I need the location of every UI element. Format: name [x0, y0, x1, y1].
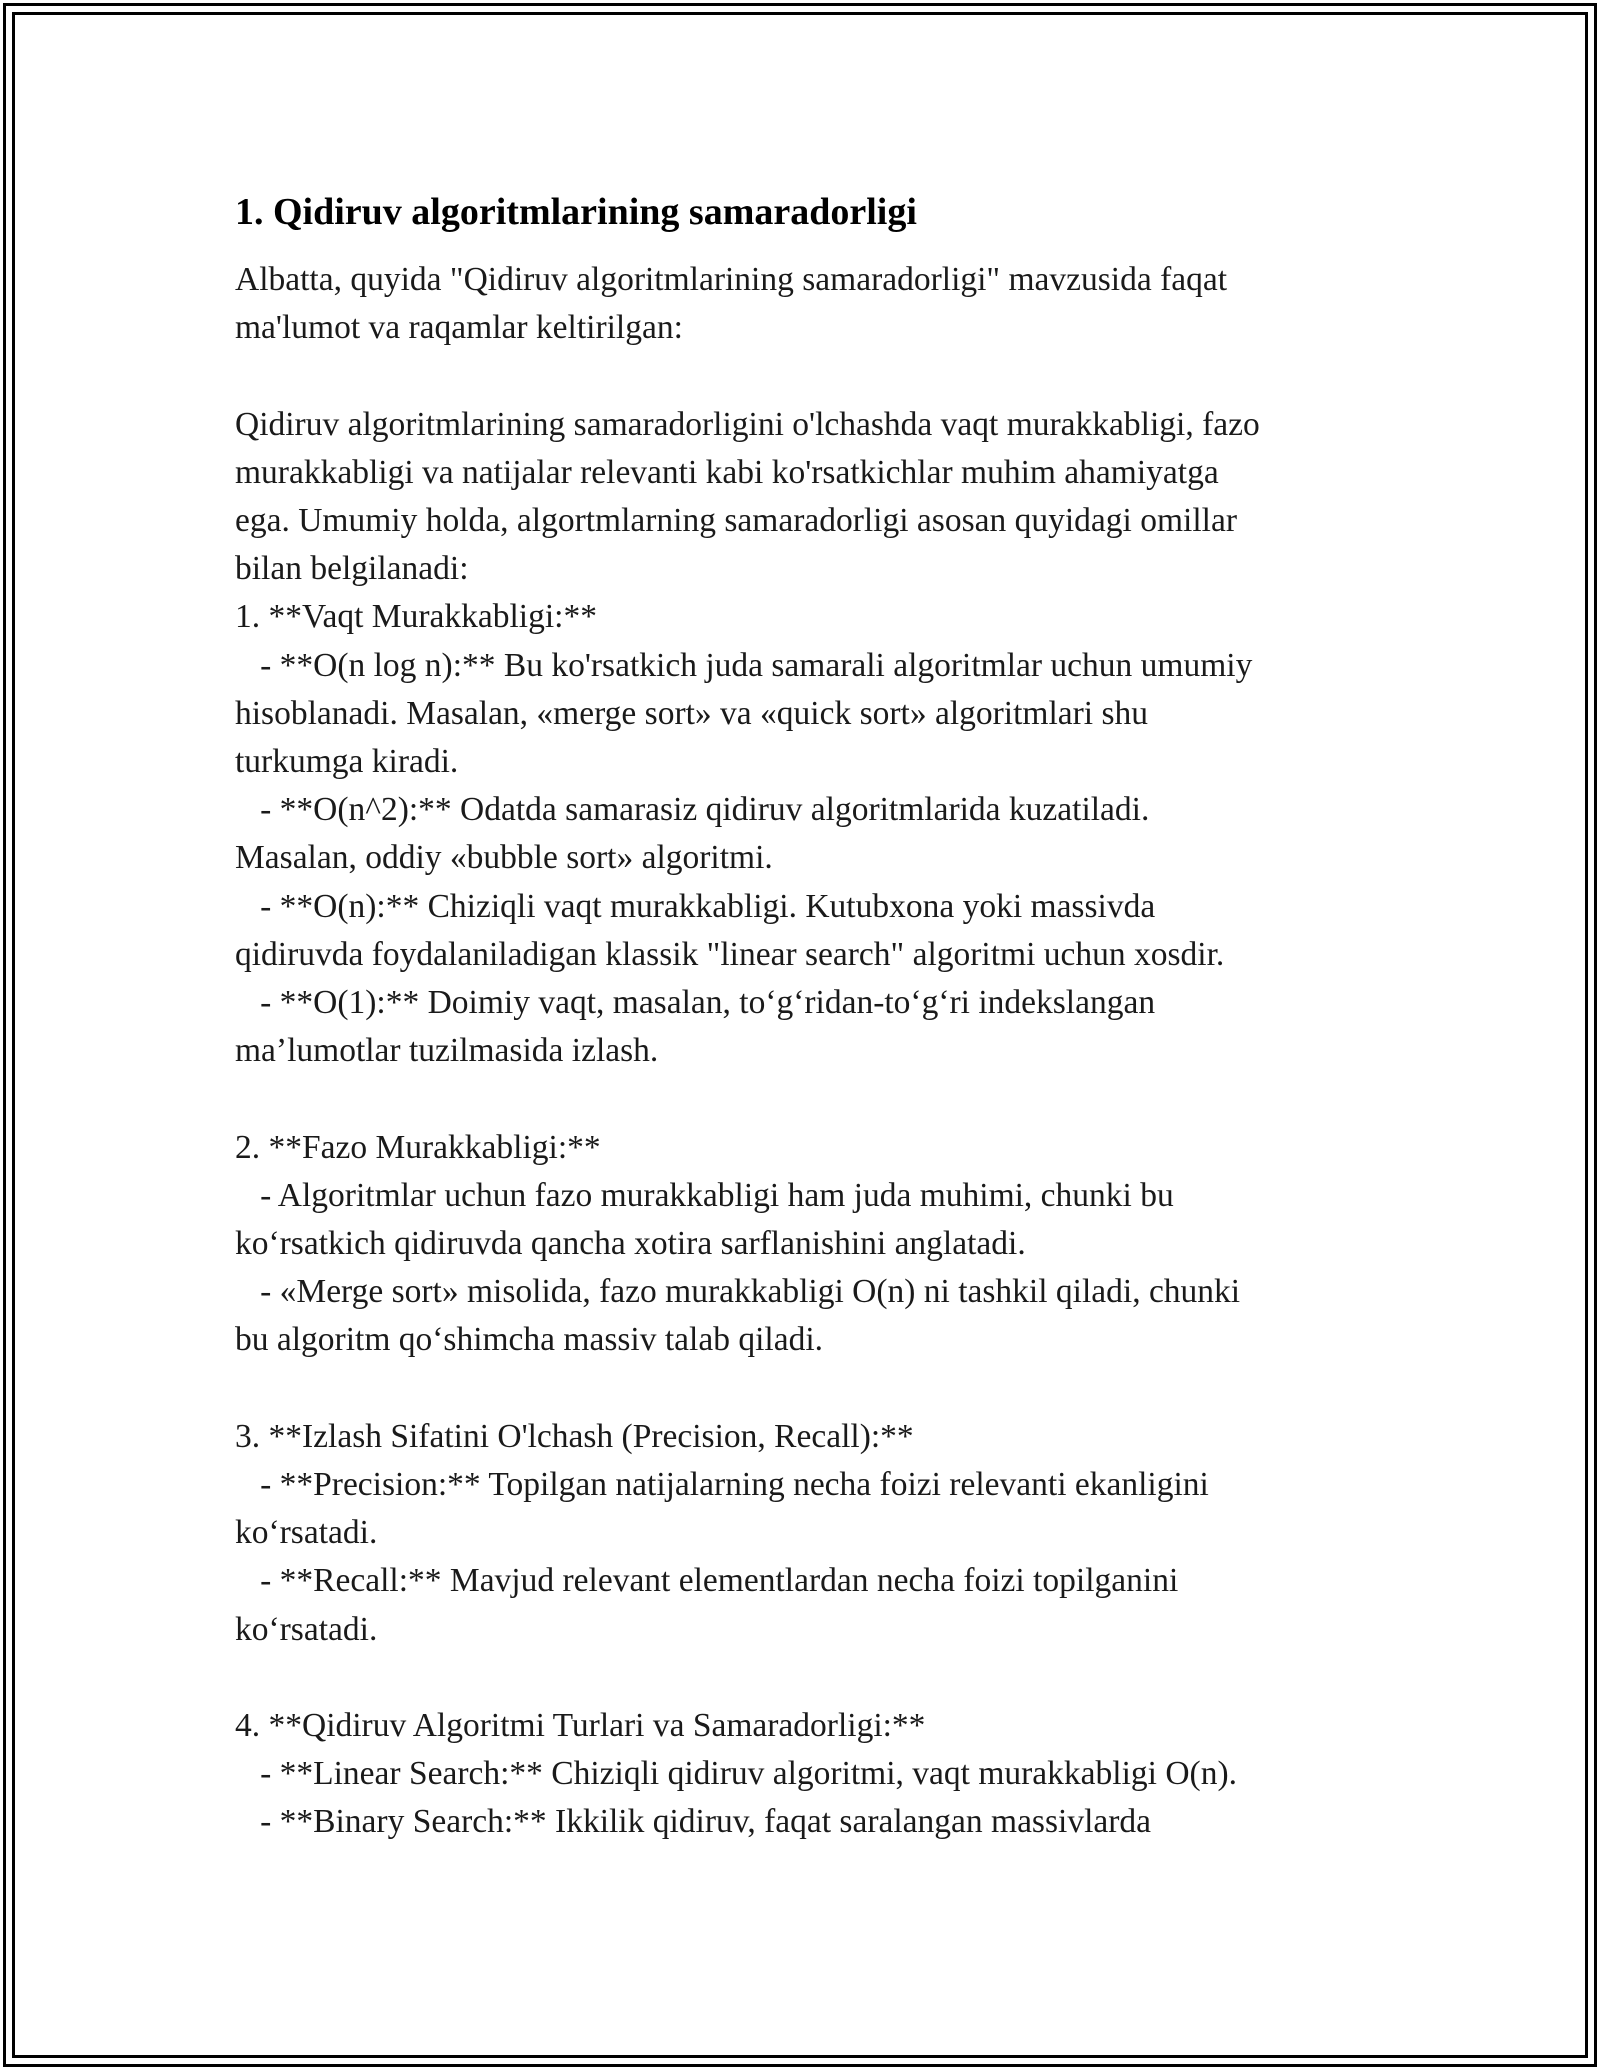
text-line: Albatta, quyida "Qidiruv algoritmlarining samaradorligi" mavzusida faqat: [235, 261, 1228, 298]
text-line: Qidiruv algoritmlarining samaradorligini o'lchashda vaqt murakkabligi, fazo: [235, 405, 1260, 443]
section-space-complexity: [235, 1124, 1375, 1365]
paragraph-gap: [235, 1075, 1375, 1123]
intro-paragraph: [235, 256, 1375, 352]
text-line: - **Linear Search:** Chiziqli qidiruv algoritmi, vaqt murakkabligi O(n).: [235, 1755, 1237, 1793]
section-algorithm-types: [235, 1702, 1375, 1847]
paragraph-gap: [235, 352, 1375, 400]
text-line: - **O(1):** Doimiy vaqt, masalan, to‘g‘ridan-to‘g‘ri indekslangan: [235, 984, 1156, 1022]
text-line: - **O(n^2):** Odatda samarasiz qidiruv algoritmlarida kuzatiladi.: [235, 791, 1150, 829]
text-line: ma’lumotlar tuzilmasida izlash.: [235, 1032, 659, 1070]
text-line: - **O(n):** Chiziqli vaqt murakkabligi. Kutubxona yoki massivda: [235, 887, 1156, 925]
text-line: ma'lumot va raqamlar keltirilgan:: [235, 309, 683, 347]
text-line: - «Merge sort» misolida, fazo murakkabligi O(n) ni tashkil qiladi, chunki: [235, 1273, 1241, 1311]
paragraph-gap: [235, 1654, 1375, 1702]
list-item-heading: 2. **Fazo Murakkabligi:**: [235, 1128, 601, 1166]
document-heading: 1. Qidiruv algoritmlarining samaradorligi: [235, 191, 917, 233]
text-line: ko‘rsatadi.: [235, 1610, 378, 1648]
list-item-heading: 4. **Qidiruv Algoritmi Turlari va Samaradorligi:**: [235, 1707, 926, 1745]
text-line: turkumga kiradi.: [235, 743, 459, 781]
text-line: - **Precision:** Topilgan natijalarning necha foizi relevanti ekanligini: [235, 1466, 1209, 1504]
text-line: ko‘rsatkich qidiruvda qancha xotira sarflanishini anglatadi.: [235, 1225, 1026, 1263]
text-line: - **Recall:** Mavjud relevant elementlardan necha foizi topilganini: [235, 1562, 1179, 1600]
list-item-heading: 3. **Izlash Sifatini O'lchash (Precision, Recall):**: [235, 1417, 914, 1455]
text-line: Masalan, oddiy «bubble sort» algoritmi.: [235, 839, 773, 877]
text-line: - **O(n log n):** Bu ko'rsatkich juda samarali algoritmlar uchun umumiy: [235, 646, 1253, 684]
text-line: ko‘rsatadi.: [235, 1514, 378, 1552]
text-line: bilan belgilanadi:: [235, 550, 469, 588]
text-line: - **Binary Search:** Ikkilik qidiruv, faqat saralangan massivlarda: [235, 1803, 1152, 1841]
text-line: - Algoritmlar uchun fazo murakkabligi ham juda muhimi, chunki bu: [235, 1176, 1174, 1214]
paragraph-gap: [235, 1365, 1375, 1413]
text-line: qidiruvda foydalaniladigan klassik "linear search" algoritmi uchun xosdir.: [235, 935, 1225, 973]
document-body: [235, 186, 1375, 1847]
text-line: ega. Umumiy holda, algortmlarning samaradorligi asosan quyidagi omillar: [235, 502, 1237, 539]
text-line: hisoblanadi. Masalan, «merge sort» va «quick sort» algoritmlari shu: [235, 694, 1149, 732]
list-item-heading: 1. **Vaqt Murakkabligi:**: [235, 598, 597, 636]
section-precision-recall: [235, 1413, 1375, 1654]
text-line: bu algoritm qo‘shimcha massiv talab qiladi.: [235, 1321, 824, 1359]
text-line: murakkabligi va natijalar relevanti kabi ko'rsatkichlar muhim ahamiyatga: [235, 453, 1219, 491]
lead-section: [235, 401, 1375, 1076]
